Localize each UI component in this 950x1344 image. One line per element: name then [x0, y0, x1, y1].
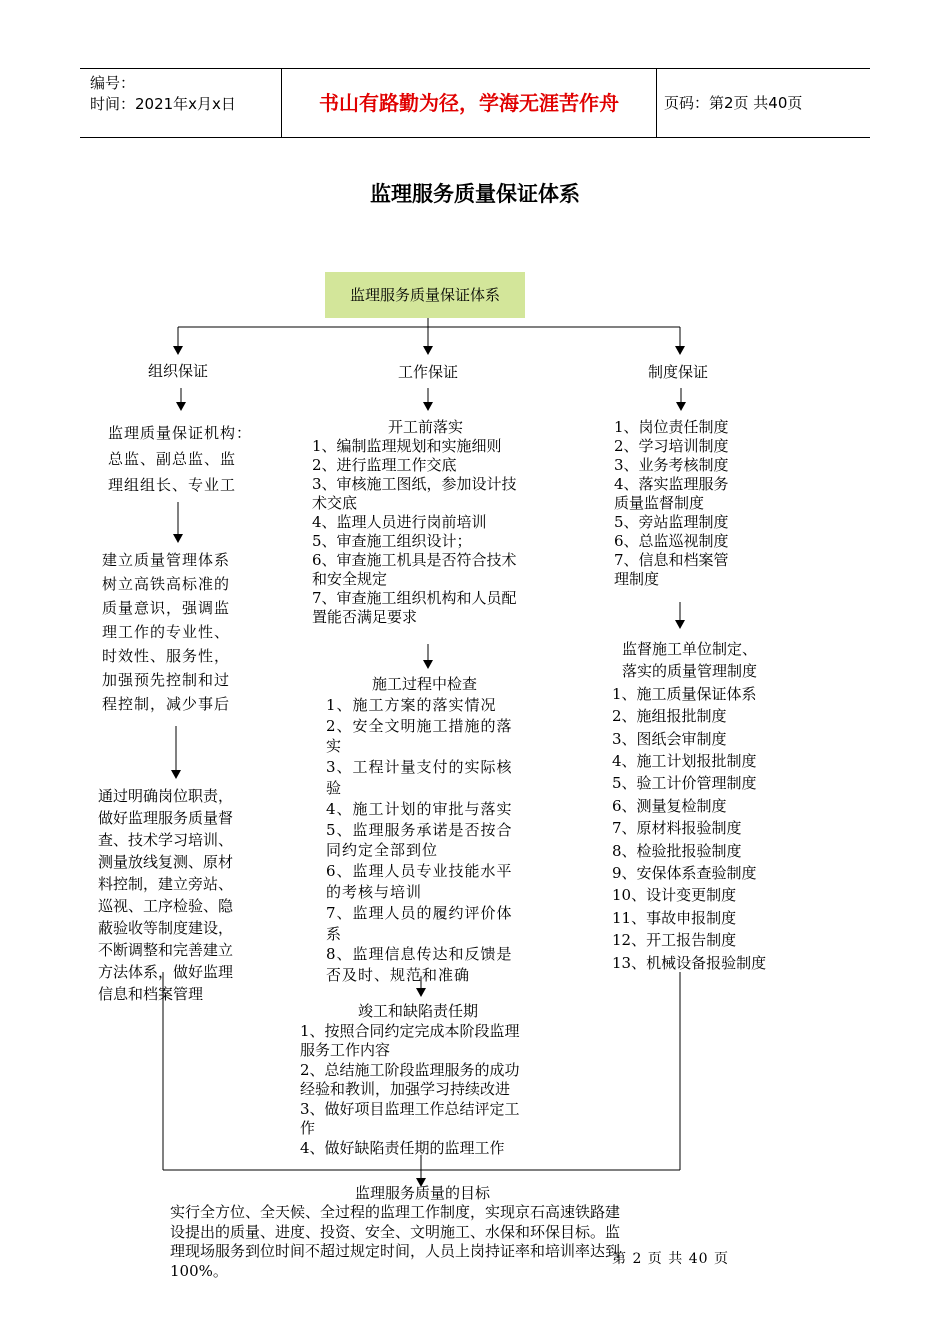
text-line: 3、工程计量支付的实际核: [326, 758, 513, 777]
text-line: 信息和档案管理: [98, 985, 204, 1003]
text-line: 程控制，减少事后: [102, 695, 231, 713]
text-line: 蔽验收等制度建设，: [98, 919, 234, 937]
branch-label-work: 工作保证: [397, 363, 458, 381]
text-line: 7、监理人员的履约评价体: [326, 903, 513, 922]
stage-title: 施工过程中检查: [372, 675, 478, 693]
rules-block-2: [612, 638, 766, 974]
text-line: 13、机械设备报验制度: [612, 953, 767, 972]
org-block-3: [98, 785, 233, 1005]
stage-title: 竣工和缺陷责任期: [358, 1002, 479, 1020]
text-line: 11、事故申报制度: [612, 908, 737, 927]
text-line: 6、测量复检制度: [612, 796, 727, 815]
text-line: 的考核与培训: [326, 882, 423, 901]
text-line: 6、总监巡视制度: [614, 532, 729, 550]
text-line: 1、按照合同约定完成本阶段监理: [300, 1021, 520, 1040]
text-line: 同约定全部到位: [326, 841, 439, 860]
branch-label-organization: 组织保证: [147, 362, 208, 380]
text-line: 经验和教训，加强学习持续改进: [300, 1080, 511, 1098]
text-line: 2、总结施工阶段监理服务的成功: [300, 1060, 520, 1079]
text-line: 1、编制监理规划和实施细则: [312, 437, 502, 455]
text-line: 4、施工计划的审批与落实: [326, 799, 513, 818]
text-line: 7、信息和档案管: [614, 551, 729, 569]
text-line: 作: [300, 1119, 316, 1137]
text-line: 8、检验批报验制度: [612, 841, 742, 860]
text-line: 实: [326, 737, 343, 756]
text-line: 否及时、规范和准确: [326, 966, 471, 985]
header-motto: 书山有路勤为径，学海无涯苦作舟: [319, 91, 619, 115]
text-line: 5、验工计价管理制度: [612, 774, 757, 793]
text-line: 系: [326, 924, 343, 943]
org-block-2: [102, 548, 230, 716]
text-line: 1、施工方案的落实情况: [326, 695, 497, 714]
text-line: 术交底: [312, 494, 358, 512]
text-line: 1、施工质量保证体系: [612, 684, 757, 703]
header-page-info: 页码：第2页 共40页: [664, 94, 803, 112]
text-line: 2、安全文明施工措施的落: [326, 716, 513, 735]
text-line: 3、审核施工图纸，参加设计技: [312, 475, 517, 493]
text-line: 总监、副总监、监: [108, 450, 237, 468]
text-line: 不断调整和完善建立: [98, 941, 234, 959]
text-line: 7、原材料报验制度: [612, 819, 742, 838]
text-line: 通过明确岗位职责，: [98, 787, 234, 805]
text-line: 3、业务考核制度: [614, 456, 729, 474]
text-line: 9、安保体系查验制度: [612, 864, 757, 883]
system-title-box: 监理服务质量保证体系: [325, 272, 525, 318]
text-line: 6、审查施工机具是否符合技术: [312, 551, 517, 569]
text-line: 时效性、服务性，: [102, 647, 231, 665]
text-line: 监督施工单位制定、: [622, 640, 758, 658]
rules-block-1: [614, 418, 729, 589]
text-line: 树立高铁高标准的: [102, 575, 231, 593]
page-title: 监理服务质量保证体系: [370, 181, 580, 206]
text-line: 4、监理人员进行岗前培训: [312, 513, 487, 531]
text-line: 8、监理信息传达和反馈是: [326, 945, 513, 964]
text-line: 2、进行监理工作交底: [312, 456, 457, 474]
text-line: 3、图纸会审制度: [612, 729, 727, 748]
text-line: 10、设计变更制度: [612, 886, 737, 905]
stage-title: 开工前落实: [388, 418, 464, 436]
text-line: 验: [326, 778, 343, 797]
text-line: 设提出的质量、进度、投资、安全、文明施工、水保和环保目标。监: [170, 1222, 621, 1241]
text-line: 理工作的专业性、: [102, 623, 231, 641]
work-stage-before-construction: [312, 418, 517, 627]
text-line: 方法体系，做好监理: [98, 963, 234, 981]
header-number: 编号：: [90, 74, 136, 92]
text-line: 落实的质量管理制度: [622, 662, 758, 681]
work-stage-during-construction: [326, 674, 513, 985]
branch-label-rules: 制度保证: [647, 363, 708, 381]
text-line: 服务工作内容: [300, 1041, 391, 1059]
text-line: 4、做好缺陷责任期的监理工作: [300, 1138, 505, 1157]
org-block-1: [108, 420, 252, 498]
text-line: 6、监理人员专业技能水平: [326, 862, 513, 881]
text-line: 质量监督制度: [614, 494, 705, 512]
text-line: 加强预先控制和过: [102, 671, 231, 689]
text-line: 理制度: [614, 570, 660, 588]
text-line: 1、岗位责任制度: [614, 418, 729, 436]
text-line: 质量意识，强调监: [102, 599, 231, 617]
text-line: 测量放线复测、原材: [98, 853, 234, 871]
text-line: 2、学习培训制度: [614, 437, 729, 455]
work-stage-completion: [300, 1002, 520, 1157]
text-line: 5、监理服务承诺是否按合: [326, 820, 513, 839]
text-line: 5、审查施工组织设计；: [312, 532, 472, 550]
text-line: 3、做好项目监理工作总结评定工: [300, 1099, 520, 1118]
goal-title: 监理服务质量的目标: [355, 1184, 491, 1202]
text-line: 12、开工报告制度: [612, 931, 737, 950]
goal-text: [170, 1203, 620, 1281]
text-line: 做好监理服务质量督: [98, 809, 234, 827]
text-line: 4、施工计划报批制度: [612, 752, 757, 771]
text-line: 2、施组报批制度: [612, 707, 727, 726]
text-line: 置能否满足要求: [312, 608, 418, 626]
text-line: 实行全方位、全天候、全过程的监理工作制度，实现京石高速铁路建: [170, 1203, 621, 1221]
text-line: 4、落实监理服务: [614, 475, 729, 493]
text-line: 查、技术学习培训、: [98, 831, 234, 849]
header-time: 时间：2021年x月x日: [90, 95, 236, 113]
text-line: 7、审查施工组织机构和人员配: [312, 589, 517, 607]
text-line: 监理质量保证机构：: [108, 424, 253, 442]
text-line: 料控制，建立旁站、: [98, 875, 234, 893]
text-line: 建立质量管理体系: [102, 551, 231, 569]
text-line: 理现场服务到位时间不超过规定时间，人员上岗持证率和培训率达到: [170, 1242, 621, 1260]
text-line: 5、旁站监理制度: [614, 513, 729, 531]
text-line: 和安全规定: [312, 570, 388, 588]
text-line: 理组组长、专业工: [108, 476, 237, 494]
text-line: 100%。: [170, 1261, 228, 1280]
text-line: 巡视、工序检验、隐: [98, 897, 234, 915]
page-footer-note: 第 2 页 共 40 页: [612, 1251, 729, 1267]
